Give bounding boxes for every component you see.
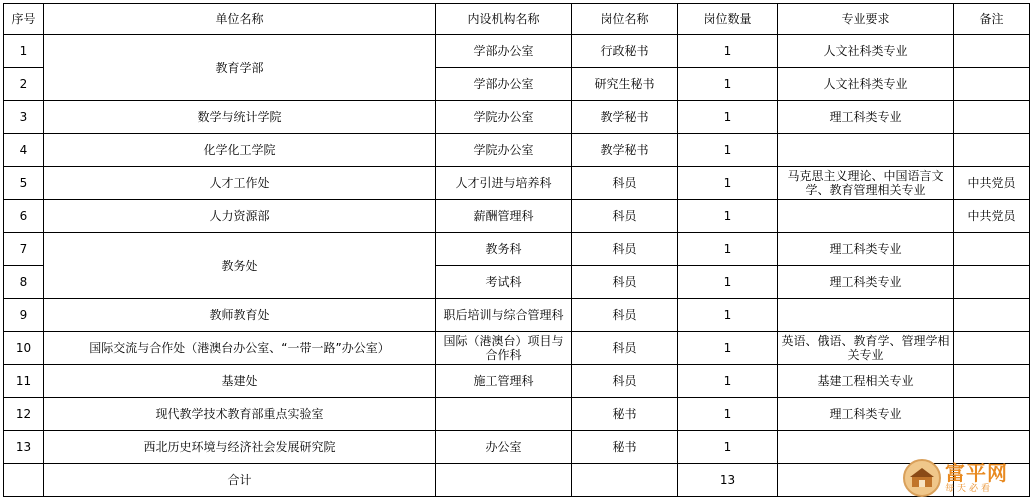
cell-note [954,233,1030,266]
cell-post: 教学秘书 [572,101,678,134]
cell-note: 中共党员 [954,200,1030,233]
table-row [4,299,1030,332]
cell-post: 科员 [572,266,678,299]
cell-no: 3 [4,101,44,134]
cell-count: 1 [678,101,778,134]
cell-dept: 人才引进与培养科 [436,167,572,200]
cell-major [778,134,954,167]
cell-count: 1 [678,266,778,299]
cell-no: 6 [4,200,44,233]
cell-unit: 教师教育处 [44,299,436,332]
cell-count: 1 [678,299,778,332]
table-row [4,101,1030,134]
header-row [4,4,1030,35]
cell-no: 8 [4,266,44,299]
cell-dept: 学部办公室 [436,68,572,101]
cell-unit: 数学与统计学院 [44,101,436,134]
cell-dept [436,464,572,497]
cell-note [954,332,1030,365]
header-count: 岗位数量 [678,4,778,35]
watermark-subtitle: 每天必看 [945,483,994,494]
cell-no: 9 [4,299,44,332]
cell-post: 行政秘书 [572,35,678,68]
cell-major: 马克思主义理论、中国语言文学、教育管理相关专业 [778,167,954,200]
cell-note: 中共党员 [954,167,1030,200]
cell-count: 1 [678,200,778,233]
cell-dept: 职后培训与综合管理科 [436,299,572,332]
position-table [3,3,1030,497]
cell-count: 1 [678,431,778,464]
cell-no: 12 [4,398,44,431]
building-logo-icon [903,459,941,497]
cell-dept: 学部办公室 [436,35,572,68]
cell-dept: 考试科 [436,266,572,299]
cell-major: 理工科类专业 [778,398,954,431]
cell-no: 11 [4,365,44,398]
cell-note [954,266,1030,299]
cell-dept: 薪酬管理科 [436,200,572,233]
table-row [4,200,1030,233]
cell-major: 基建工程相关专业 [778,365,954,398]
table-row [4,35,1030,68]
cell-dept: 国际（港澳台）项目与合作科 [436,332,572,365]
cell-major: 理工科类专业 [778,266,954,299]
cell-unit: 现代教学技术教育部重点实验室 [44,398,436,431]
header-major: 专业要求 [778,4,954,35]
header-note: 备注 [954,4,1030,35]
cell-dept: 施工管理科 [436,365,572,398]
cell-no: 7 [4,233,44,266]
cell-unit: 人力资源部 [44,200,436,233]
cell-unit: 西北历史环境与经济社会发展研究院 [44,431,436,464]
cell-unit: 化学化工学院 [44,134,436,167]
table-row [4,134,1030,167]
cell-count: 1 [678,35,778,68]
total-count: 13 [678,464,778,497]
cell-post: 研究生秘书 [572,68,678,101]
cell-post: 科员 [572,233,678,266]
cell-post: 科员 [572,332,678,365]
cell-unit: 教育学部 [44,35,436,101]
cell-major: 人文社科类专业 [778,35,954,68]
cell-no: 5 [4,167,44,200]
cell-post: 秘书 [572,431,678,464]
cell-count: 1 [678,167,778,200]
cell-note [954,68,1030,101]
cell-unit: 国际交流与合作处（港澳台办公室、“一带一路”办公室） [44,332,436,365]
cell-no: 1 [4,35,44,68]
watermark [903,458,1028,498]
cell-note [954,299,1030,332]
cell-post: 科员 [572,167,678,200]
cell-no: 4 [4,134,44,167]
cell-count: 1 [678,398,778,431]
cell-note [954,134,1030,167]
cell-unit: 教务处 [44,233,436,299]
cell-post: 科员 [572,299,678,332]
table-row [4,431,1030,464]
cell-note [954,35,1030,68]
cell-count: 1 [678,68,778,101]
cell-no: 2 [4,68,44,101]
cell-no: 13 [4,431,44,464]
header-unit: 单位名称 [44,4,436,35]
table-row [4,365,1030,398]
cell-count: 1 [678,365,778,398]
header-post: 岗位名称 [572,4,678,35]
cell-no: 10 [4,332,44,365]
cell-count: 1 [678,332,778,365]
cell-post: 科员 [572,365,678,398]
cell-major: 理工科类专业 [778,101,954,134]
cell-post: 教学秘书 [572,134,678,167]
cell-post [572,464,678,497]
table-row [4,332,1030,365]
cell-unit: 基建处 [44,365,436,398]
watermark-title: 富平网 [945,460,1008,485]
cell-dept [436,398,572,431]
total-row [4,464,1030,497]
cell-post: 秘书 [572,398,678,431]
header-dept: 内设机构名称 [436,4,572,35]
cell-note [954,365,1030,398]
cell-dept: 学院办公室 [436,134,572,167]
cell-major: 人文社科类专业 [778,68,954,101]
cell-unit: 人才工作处 [44,167,436,200]
cell-dept: 办公室 [436,431,572,464]
cell-note [954,398,1030,431]
cell-major [778,299,954,332]
header-no: 序号 [4,4,44,35]
cell-note [954,101,1030,134]
cell-count: 1 [678,134,778,167]
table-row [4,398,1030,431]
cell-major [778,200,954,233]
cell-dept: 教务科 [436,233,572,266]
table-row [4,167,1030,200]
cell-post: 科员 [572,200,678,233]
cell-major: 英语、俄语、教育学、管理学相关专业 [778,332,954,365]
cell-dept: 学院办公室 [436,101,572,134]
cell-major: 理工科类专业 [778,233,954,266]
cell-count: 1 [678,233,778,266]
cell-no [4,464,44,497]
total-label: 合计 [44,464,436,497]
table-row [4,233,1030,266]
